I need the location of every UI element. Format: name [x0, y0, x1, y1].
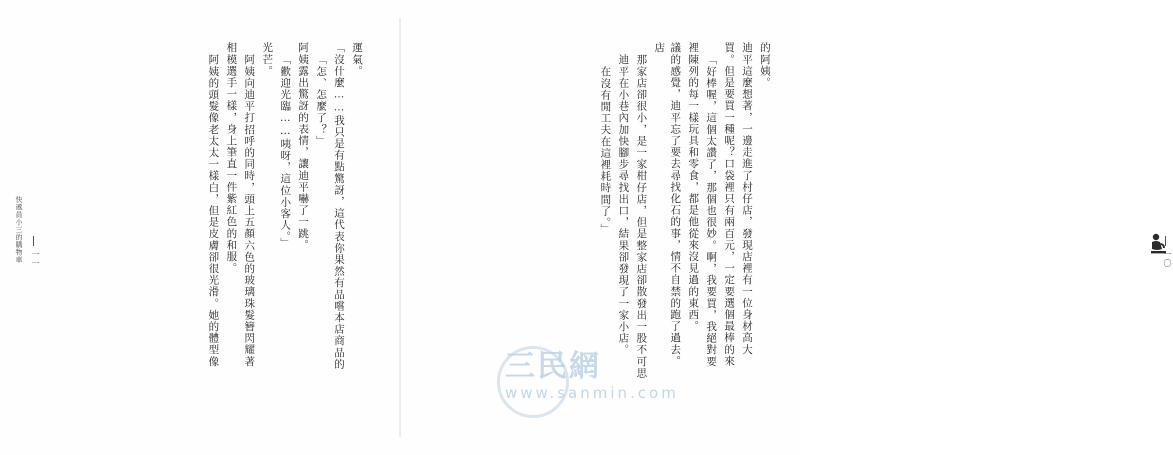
right-page: [400, 0, 1172, 455]
left-page: [0, 0, 400, 455]
folio-rule: [1165, 236, 1166, 246]
text-column: 迪平在小巷內加快腳步尋找出口，結果卻發現了一家小店。: [617, 54, 630, 356]
text-column: 「沒什麼……我只是有點驚訝，這代表你果然有品嚐本店商品的: [333, 42, 346, 370]
text-column: 買。但是要買一種呢？口袋裡只有兩百元，一定要選個最棒的來: [723, 42, 736, 367]
text-column: 「怎、怎麼了？」: [315, 54, 328, 147]
folio-rule: [33, 236, 34, 246]
text-column: 那家店卻很小，是一家柑仔店，但是整家店卻散發出一股不可思: [635, 54, 648, 379]
watermark-main-text: 三民網: [505, 349, 601, 384]
text-column: 光芒。: [261, 42, 274, 77]
text-column: 阿姨的頭髮像老太太一樣白，但是皮膚卻很光滑。她的體型像: [207, 54, 220, 368]
page-number-left: 一一: [31, 250, 40, 268]
text-column: 的阿姨。: [759, 42, 771, 89]
watermark-sub-text: www.sanmin.com: [505, 384, 679, 402]
text-column: 阿姨露出驚訝的表情，讓迪平嚇了一跳。: [297, 42, 310, 251]
right-page-text-columns: [432, 42, 772, 379]
text-column: 運氣。: [351, 42, 363, 77]
text-column: 裡陳列的每一樣玩具和零食，都是他從來沒見過的東西。: [687, 42, 700, 332]
text-column: 阿姨向迪平打招呼的同時，頭上五顏六色的玻璃珠髮簪閃耀著: [243, 54, 256, 368]
text-column: 迪平這麼想著，一邊走進了村仔店，發現店裡有一位身材高大: [741, 42, 754, 356]
text-column: 「好棒喔，這個太讚了，那個也很妙。啊，我要買，我絕對要: [705, 54, 718, 368]
page-number-right: 一〇: [1163, 250, 1172, 268]
text-column: 在沒有閒工夫在這裡耗時間了。」: [599, 66, 612, 235]
text-column: 「歡迎光臨……咦呀，這位小客人。」: [279, 54, 292, 249]
text-column: 相模選手一樣，身上筆直一件紫紅色的和服。: [225, 42, 238, 274]
left-page-text-columns: [34, 42, 364, 372]
text-column: 議的感覺，迪平忘了要去尋找化石的事，情不自禁的跑了過去。店: [653, 42, 682, 367]
running-head: 快遞員小三的購物車: [15, 196, 23, 264]
